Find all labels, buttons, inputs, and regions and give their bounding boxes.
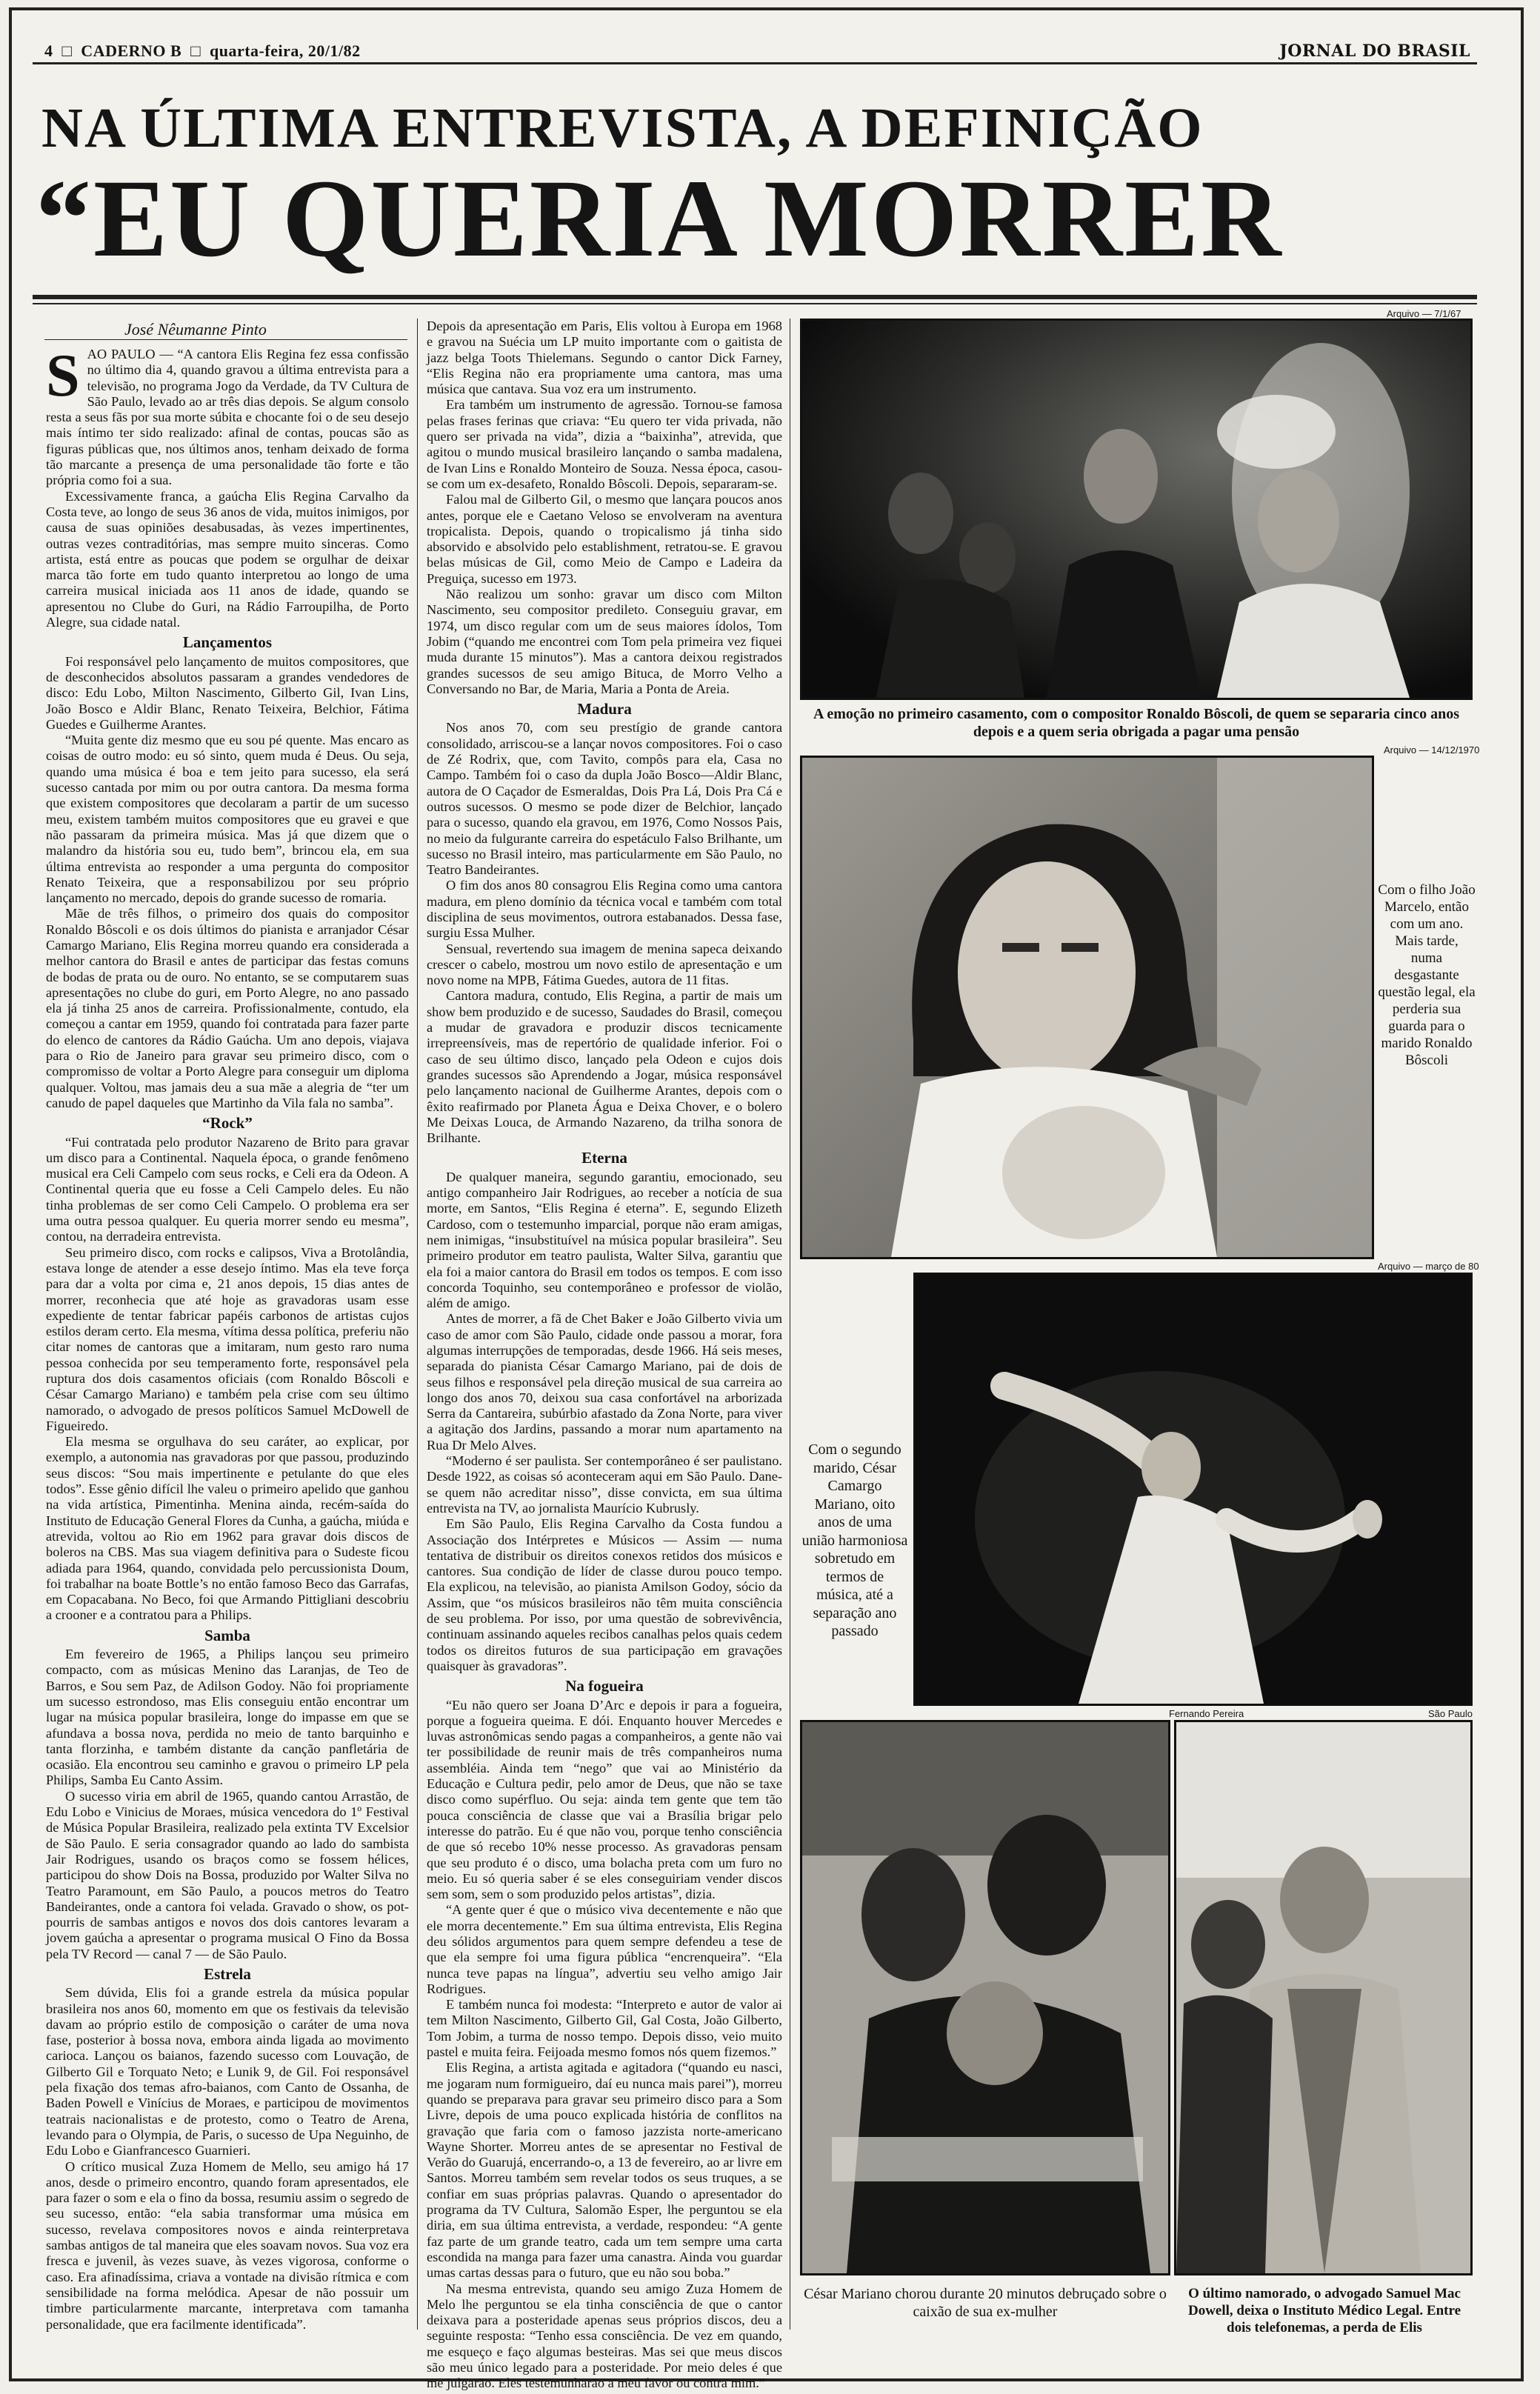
- paragraph: Mãe de três filhos, o primeiro dos quais do compositor Ronaldo Bôscoli e os dois últimos do pianista e arranjador César Camargo Mariano, Elis Regina morreu quando era considerada a melhor cantora do Brasil e antes de participar das festas comuns de bodas de prata ou de ouro. No entanto, se se computarem suas apresentações no clube do guri, em Porto Alegre, no ano passado ela já tinha 25 anos de carreira. Profissionalmente, contudo, ela começou a cantar em 1959, quando foi contratada para fazer parte do elenco de cantores da Rádio Gaúcha. Um ano depois, viajava para o Rio de Janeiro para gravar seu primeiro disco, com o compromisso de voltar a Porto Alegre para conseguir um diploma qualquer. Voltou, mas jamais deu a sua mãe a alegria de “ter um canudo de papel daqueles que Martinho da Vila fala no samba”.: [46, 906, 409, 1110]
- headline-rule-thick: [33, 295, 1477, 299]
- photo-credit: Arquivo — 14/12/1970: [1384, 744, 1480, 756]
- page-number: 4: [44, 41, 53, 60]
- subhead-samba: Samba: [204, 1626, 250, 1644]
- stage-photo: [913, 1273, 1473, 1706]
- subhead-madura: Madura: [577, 700, 632, 718]
- box-icon: □: [57, 41, 77, 60]
- dropcap: S: [46, 341, 80, 409]
- paragraph: De qualquer maneira, segundo garantiu, emocionado, seu antigo companheiro Jair Rodrigues, ao receber a notícia de sua morte, em Santos, “Elis Regina é eterna”. E, segundo Elizeth Cardoso, com o testemunho imparcial, porque não eram amigas, nem inimigas, “insubstituível na música popular brasileira”. Seu primeiro produtor em teatro paulista, Walter Silva, garantiu que ela foi a maior cantora do Brasil em todos os tempos. E com isso concorda Toquinho, seu contemporâneo e professor de violão, além de amigo.: [427, 1169, 782, 1311]
- paragraph: Elis Regina, a artista agitada e agitadora (“quando eu nasci, me jogaram num formigueiro, daí eu nunca mais parei”), morreu quando se preparava para gravar seu primeiro disco para a Som Livre, depois de uma pouco explicada história de conflitos na gravação que faria com o famoso jazzista norte-americano Wayne Shorter. Morreu antes de se apresentar no Festival de Verão do Guarujá, encerrando-o, a 13 de fevereiro, ao ar livre em Santos. Morreu também sem revelar todos os seus truques, a se confiar em suas próprias palavras. Quando o apresentador do programa da TV Cultura, Salomão Esper, lhe perguntou se ela diria, em sua última entrevista, a verdade, respondeu: “A gente faz parte de um grande teatro, cada um tem sempre uma carta escondida na manga para fazer uma canastra. Ainda vou guardar umas cartas dessas para o futuro, que eu não sou boba.”: [427, 2060, 782, 2281]
- kicker: NA ÚLTIMA ENTREVISTA, A DEFINIÇÃO: [41, 97, 1204, 159]
- cesar-photo: [800, 1720, 1170, 2275]
- paragraph: Sensual, revertendo sua imagem de menina sapeca deixando crescer o cabelo, mostrou um novo estilo de apresentação e um novo nome na MPB, Fátima Guedes, autora de 11 fitas.: [427, 941, 782, 988]
- son-photo: [800, 756, 1374, 1259]
- photo-credit: São Paulo: [1428, 1708, 1473, 1719]
- folio-rule: [33, 62, 1477, 64]
- paragraph: E também nunca foi modesta: “Interpreto e autor de valor ai tem Milton Nascimento, Gilberto Gil, Gal Costa, João Gilberto, Tom Jobim, a turma de nosso tempo. Depois disso, veio muito pastel e muita feira. Feijoada mesmo fomos nós quem fizemos.”: [427, 1997, 782, 2060]
- paragraph: Foi responsável pelo lançamento de muitos compositores, que de desconhecidos absolutos passaram a grandes vendedores de disco: Edu Lobo, Milton Nascimento, Gilberto Gil, Ivan Lins, João Bosco e Aldir Blanc, Renato Teixeira, Belchior, Fátima Guedes e Guilherme Arantes.: [46, 653, 409, 732]
- article-column-1: [46, 341, 409, 2338]
- paragraph: O sucesso viria em abril de 1965, quando cantou Arrastão, de Edu Lobo e Vinicius de Moraes, música vencedora do 1º Festival de Música Popular Brasileira, realizado pela extinta TV Excelsior de São Paulo. E seria consagrador quando ao lado do sambista Jair Rodrigues, usando os braços como se fossem hélices, participou do show Dois na Bossa, produzido por Walter Silva no Teatro Paramount, em São Paulo, a poucos metros do Teatro Bandeirantes, onde a cantora foi velada. Gravado o show, os pot-pourris de sambas antigos e novos dos dois cantores levaram a jovem gaúcha a apresentar o programa musical O Fino da Bossa pela TV Record — canal 7 — de São Paulo.: [46, 1788, 409, 1961]
- cesar-photo-image: [802, 1722, 1168, 2273]
- wedding-photo-image: [802, 321, 1470, 698]
- photo-credit: Fernando Pereira: [1169, 1708, 1244, 1719]
- paragraph: O crítico musical Zuza Homem de Mello, seu amigo há 17 anos, desde o primeiro encontro, quando foram apresentados, ele para fazer o som e ela o fino da bossa, resumiu assim o segredo de seu sucesso, então: “ela sabia transformar uma música em sucesso, revelava compositores novos e ainda reinterpretava sambas antigos de tal maneira que eles soavam novos. Sua voz era fresca e juvenil, às vezes suave, às vezes vigorosa, conforme o caso. Era afinadíssima, criava a vontade na divisão rítmica e com sensibilidade na forma melódica. Apesar de não possuir um timbre particularmente marcante, interpretava com tamanha personalidade, que era facilmente identificada”.: [46, 2158, 409, 2332]
- folio-bar: [30, 39, 1478, 62]
- paragraph: Seu primeiro disco, com rocks e calipsos, Viva a Brotolândia, estava longe de atender a esse desejo íntimo. Mas ela teve força para dar a volta por cima e, 21 anos depois, 15 dias antes de morrer, reconhecia que até hoje as gravadoras usam esse expediente de tentar fabricar papéis carbonos de artistas cujos estilos deram certo. Ela mesma, vítima dessa política, preferiu não citar nomes de cantoras que a imitaram, num gesto raro numa pessoa conhecida por seu temperamento forte, responsável pela ruptura dos dois casamentos oficiais (com Ronaldo Bôscoli e César Camargo Mariano) e também pela crise com seu último namorado, o advogado de presos políticos Samuel McDowell de Figueiredo.: [46, 1244, 409, 1433]
- samuel-photo-image: [1176, 1722, 1470, 2273]
- subhead-eterna: Eterna: [581, 1149, 627, 1167]
- son-photo-image: [802, 758, 1372, 1257]
- headline-rule-thin: [33, 303, 1477, 304]
- samuel-caption: O último namorado, o advogado Samuel Mac Dowell, deixa o Instituto Médico Legal. Entre dois telefonemas, a perda de Elis: [1187, 2286, 1461, 2335]
- box-icon: □: [186, 41, 205, 60]
- samuel-photo: [1174, 1720, 1473, 2275]
- paragraph: “A gente quer é que o músico viva decentemente e não que ele morra decentemente.” Em sua última entrevista, Elis Regina deu sólidos argumentos para quem sempre defendeu a tese de que ela sempre foi uma figura pública “encrenqueira”. “Ela nunca teve papas na língua”, advertiu seu velho amigo Jair Rodrigues.: [427, 1902, 782, 1996]
- paragraph: Nos anos 70, com seu prestígio de grande cantora consolidado, arriscou-se a lançar novos compositores. Foi o caso de Zé Rodrix, que, com Tavito, compôs para ela, Casa no Campo. Também foi o caso da dupla João Bosco—Aldir Blanc, autora de O Caçador de Esmeraldas, Dois Pra Lá, Dois Pra Cá e outros sucessos. O mesmo se pode dizer de Belchior, lançado para o sucesso, quando ela gravou, em 1976, Como Nossos Pais, no meio da fulgurante carreira do espetáculo Falso Brilhante, um sucesso no Brasil inteiro, mas particularmente em São Paulo, no Teatro Bandeirantes.: [427, 720, 782, 878]
- son-caption: Com o filho João Marcelo, então com um ano. Mais tarde, numa desgastante questão legal, ela perderia sua guarda para o marido Ronaldo Bôscoli: [1378, 882, 1476, 1068]
- wedding-photo: [800, 319, 1473, 700]
- paragraph: “Eu não quero ser Joana D’Arc e depois ir para a fogueira, porque a fogueira queima. E dói. Enquanto houver Mercedes e luvas astronômicas sendo pagas a companheiros, a gente não vai ter possibilidade de reunir mais de três companheiros numa assembléia. Ainda tem “nego” que vai ao Ministério da Educação e Cultura pedir, pelo amor de Deus, que não se taxe disco como supérfluo. Ou seja: ainda tem gente que tem tão pouca consciência de classe que vai a Brasília brigar pelo interesse do patrão. Eu é que não vou, porque tenho consciência de que só recebo 10% nesse processo. As gravadoras pensam que seu produto é o disco, uma bolacha preta com um furo no meio. Eu só queria saber é se eles conseguiriam vender discos sem som, sem o som produzido pelos artistas”, dizia.: [427, 1697, 782, 1902]
- paragraph: AO PAULO — “A cantora Elis Regina fez essa confissão no último dia 4, quando gravou a última entrevista para a televisão, no programa Jogo da Verdade, da TV Cultura de São Paulo, levado ao ar três dias depois. Se algum consolo resta a seus fãs por sua morte súbita e chocante foi o de seu desejo mais íntimo ter sido realizado: afinal de contas, poucas são as figuras públicas que, nos últimos anos, tenham deixado de forma tão marcante a presença de uma personalidade tão forte e tão própria como foi a sua.: [46, 347, 409, 488]
- photo-credit: Arquivo — março de 80: [1378, 1261, 1479, 1272]
- subhead-estrela: Estrela: [204, 1964, 251, 1983]
- newspaper-name: JORNAL DO BRASIL: [1279, 41, 1470, 61]
- headline: “EU QUERIA MORRER: [36, 157, 1284, 280]
- paragraph: Em São Paulo, Elis Regina Carvalho da Costa fundou a Associação dos Intérpretes e Músicos — Assim — numa tentativa de distribuir os direitos conexos retidos dos músicos e cantores. Sua condição de líder de classe durou pouco tempo. Ela explicou, na televisão, ao pianista Amilson Godoy, sócio da Assim, que “os músicos brasileiros não têm muita consciência de seu problema. Por isso, por uma questão de sobrevivência, continuam assinando aqueles recibos canalhas pelos quais cedem todos os direitos futuros de sua participação em gravações quaisquer às gravadoras”.: [427, 1516, 782, 1673]
- subhead-lancamentos: Lançamentos: [182, 633, 273, 652]
- stage-photo-image: [916, 1275, 1470, 1704]
- paragraph: Sem dúvida, Elis foi a grande estrela da música popular brasileira nos anos 60, momento em que os festivais da televisão davam ao próprio estilo de composição o caráter de uma nova fase, posterior à bossa nova, embora ainda ligada ao movimento carioca. Lançou os baianos, fazendo sucesso com Louvação, de Gilberto Gil e Torquato Neto; e Lunik 9, de Gil. Foi responsável pela fixação dos temas afro-baianos, com Canto de Ossanha, de Baden Powell e Vinícius de Moraes, e participou de movimentos teatrais nacionalistas e de protesto, como o Teatro de Arena, levando para o Olympia, de Paris, o sucesso de Upa Neguinho, de Edu Lobo e Gianfrancesco Guarnieri.: [46, 1985, 409, 2158]
- cesar-caption: César Mariano chorou durante 20 minutos debruçado sobre o caixão de sua ex-mulher: [804, 2286, 1167, 2320]
- paragraph: Excessivamente franca, a gaúcha Elis Regina Carvalho da Costa teve, ao longo de seus 36 anos de vida, muitos inimigos, por causa de suas opiniões desabusadas, às vezes impertinentes, outras vezes contraditórias, mas sempre muito sinceras. Como artista, está entre as poucas que podem se orgulhar de deixar marca tão forte em tudo quanto interpretou ao longo de uma carreira musical iniciada aos 11 anos de idade, quando se apresentou no Clube do Guri, na Rádio Farroupilha, de Porto Alegre, sua cidade natal.: [46, 488, 409, 630]
- paragraph: Antes de morrer, a fã de Chet Baker e João Gilberto vivia um caso de amor com São Paulo, cidade onde passou a morar, fora algumas interrupções de temporadas, desde 1966. Há seis meses, separada do pianista César Camargo Mariano, pai de dois de seus filhos e responsável pela direção musical de sua carreira ao longo dos anos 70, deixou sua casa confortável na arborizada Serra da Cantareira, subúrbio afastado da Zona Norte, para viver a agitação dos Jardins, passando a morar num apartamento na Rua Dr Melo Alves.: [427, 1311, 782, 1453]
- article-column-2: [427, 319, 782, 2391]
- paragraph: Não realizou um sonho: gravar um disco com Milton Nascimento, seu compositor predileto. Conseguiu gravar, em 1974, um disco regular com um de seus maiores ídolos, Tom Jobim (“quando me encontrei com Tom pela primeira vez fiquei muda durante 15 minutos”). Mas a cantora deixou registrados grandes sucessos de seu amigo Bituca, de Morro Velho a Conversando no Bar, de Maria, Maria a Ponta de Areia.: [427, 587, 782, 696]
- stage-caption: Com o segundo marido, César Camargo Mariano, oito anos de uma união harmoniosa sobretudo em termos de música, até a separação ano passado: [801, 1441, 908, 1639]
- paragraph: Ela mesma se orgulhava do seu caráter, ao explicar, por exemplo, a autonomia nas gravadoras por que passou, produzindo seus discos: “Sou mais impertinente e petulante do que eles todos”. Esse gênio difícil lhe valeu o primeiro apelido que ganhou na vida artística, Pimentinha. Menina ainda, recém-saída do Instituto de Educação General Flores da Cunha, a gaúcha, miúda e atrevida, voltou ao Rio em 1962 para gravar dois discos de boleros na CBS. Mas sua viagem definitiva para o Sudeste ficou adiada para 1964, quando, convidada pelo percussionista Doum, foi trabalhar na boate Bottle’s no então famoso Beco das Garrafas, em Copacabana. No Beco, foi que Armando Pittigliani descobriu a crooner e a contratou para a Philips.: [46, 1434, 409, 1623]
- paragraph: “Moderno é ser paulista. Ser contemporâneo é ser paulistano. Desde 1922, as coisas só aconteceram aqui em São Paulo. Dane-se quem não acreditar nisso”, disse convicta, em sua última entrevista na TV, ao jornalista Maurício Kubrusly.: [427, 1453, 782, 1516]
- subhead-na-fogueira: Na fogueira: [565, 1677, 644, 1696]
- subhead-rock: “Rock”: [202, 1114, 253, 1133]
- edition-date: quarta-feira, 20/1/82: [210, 41, 361, 60]
- paragraph: Era também um instrumento de agressão. Tornou-se famosa pelas frases ferinas que criava: “Eu quero ter vida privada, não quero ser privada na vida”, dizia a “baixinha”, atrevida, que agitou o mundo musical brasileiro lançando o samba madalena, de Ivan Lins e Ronaldo Monteiro de Souza. Nessa época, casou-se com um ex-desafeto, Ronaldo Bôscoli. Depois, separaram-se.: [427, 397, 782, 491]
- paragraph: Em fevereiro de 1965, a Philips lançou seu primeiro compacto, com as músicas Menino das Laranjas, de Teo de Barros, e Sou sem Paz, de Adilson Godoy. Não foi propriamente um sucesso estrondoso, mas Elis conseguiu então encontrar um lugar na música popular brasileira, longe do impasse em que se afundava a bossa nova, perdida no meio de tanto barquinho e tanta florzinha, e também distante da canção panfletária de ocasião. Ela encontrou seu caminho e gravou o primeiro LP pela Philips, Samba Eu Canto Assim.: [46, 1647, 409, 1788]
- paragraph: “Muita gente diz mesmo que eu sou pé quente. Mas encaro as coisas de outro modo: eu só sinto, quem muda é Deus. Ou seja, quando uma música é boa e tem jeito para sucesso, ela será sucesso cantada por mim ou por outra cantora. Da mesma forma que existem compositores que decolaram a partir de um sucesso meu, existem também muitos compositores que eu gravei e que não passaram da primeira música. Mas já que dizem que o malandro da história sou eu, tudo bem”, brincou ela, em sua última entrevista ao responder a uma pergunta do compositor Renato Teixeira, que a responsabilizou por seu próprio lançamento no mercado, depois do grande sucesso de romaria.: [46, 733, 409, 906]
- photo-credit: Arquivo — 7/1/67: [1387, 308, 1461, 319]
- byline: José Nêumanne Pinto: [124, 320, 267, 339]
- section-name: CADERNO B: [81, 41, 182, 60]
- folio-left: [44, 41, 361, 61]
- paragraph: Na mesma entrevista, quando seu amigo Zuza Homem de Melo lhe perguntou se ela tinha consciência de que o cantor deixava para a posteridade apenas seus próprios discos, deu a seguinte resposta: “Tenho essa consciência. De vez em quando, me esqueço e faço algumas besteiras. Mas sei que meus discos são meu único legado para a posteridade. Por meio deles é que me julgarão. Eles testemunharão a meu favor ou contra mim.”: [427, 2281, 782, 2391]
- paragraph: Falou mal de Gilberto Gil, o mesmo que lançara poucos anos antes, porque ele e Caetano Veloso se envolveram na aventura tropicalista. Depois, quando o tropicalismo já tinha sido absorvido e absolvido pelo establishment, retratou-se. E gravou belas músicas de Gil, como Meio de Campo e Ladeira da Preguiça, sucesso em 1973.: [427, 492, 782, 586]
- column-rule-1: [417, 319, 418, 2330]
- paragraph: O fim dos anos 80 consagrou Elis Regina como uma cantora madura, em pleno domínio da técnica vocal e também com total disciplina de seus movimentos, outrora estabanados. Dessa fase, surgiu Essa Mulher.: [427, 878, 782, 941]
- wedding-caption: A emoção no primeiro casamento, com o compositor Ronaldo Bôscoli, de quem se separaria cinco anos depois e a quem seria obrigada a pagar uma pensão: [813, 706, 1459, 740]
- paragraph: Cantora madura, contudo, Elis Regina, a partir de mais um show bem produzido e de sucesso, Saudades do Brasil, começou a mudar de gravadora e produzir discos tecnicamente irrepreensíveis, mas de repertório de qualidade inferior. Foi o caso de seu último disco, lançado pela Odeon e cujos dois grandes sucessos são Aprendendo a Jogar, música responsável pelo lançamento nacional de Guilherme Arantes, depois com o êxito reafirmado por Planeta Água e Deixa Chover, e o bolero Me Deixas Louca, de Armando Nazareno, da trilha sonora de Brilhante.: [427, 988, 782, 1146]
- paragraph: “Fui contratada pelo produtor Nazareno de Brito para gravar um disco para a Continental. Naquela época, o grande fenômeno musical era Celi Campelo com seus rocks, e Celi era da Odeon. A Continental queria que eu fosse a Celi Campelo deles. Eu não tinha problemas de ser como Celi Campelo. O problema era ser uma outra pessoa qualquer. Eu queria morrer sendo eu mesma”, contou, na derradeira entrevista.: [46, 1134, 409, 1244]
- paragraph: Depois da apresentação em Paris, Elis voltou à Europa em 1968 e gravou na Suécia um LP muito importante com o gaitista de jazz belga Toots Thielemans. Segundo o cantor Dick Farney, “Elis Regina não era propriamente uma cantora, mas uma música que cantava. Sua voz era um instrumento.: [427, 319, 782, 397]
- byline-rule: [44, 339, 407, 340]
